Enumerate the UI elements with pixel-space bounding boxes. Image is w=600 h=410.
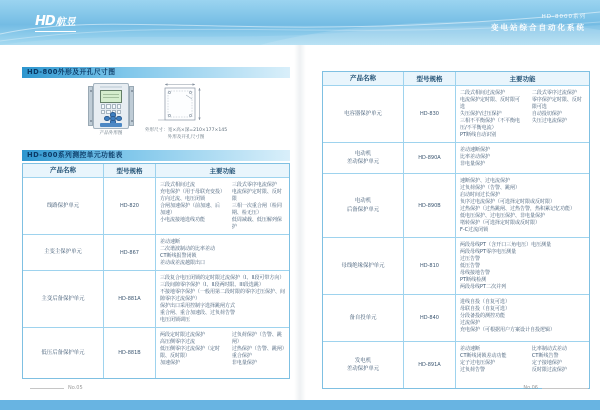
right-function-table (322, 71, 590, 389)
table-row (323, 85, 589, 142)
footer-rule (542, 388, 588, 389)
mounting-hole (90, 90, 92, 92)
function-item: 二次谐波制动的比率差动 (160, 246, 216, 252)
function-item: 差动速断 (460, 346, 481, 352)
function-item: PT断线检测 (460, 277, 487, 283)
functions-cell (455, 86, 589, 142)
product-name-line: 电动机 (354, 150, 372, 157)
product-name-cell (323, 295, 403, 341)
function-item: 二段式相间过流保护 (460, 90, 506, 96)
model-cell: HD-867 (103, 235, 155, 270)
function-item: 电流保护定时限、反时限 (231, 189, 282, 202)
device-arrow-keypad (94, 112, 128, 123)
left-page-number: No.05 (68, 385, 83, 391)
function-item: 非电量保护 (231, 360, 257, 366)
dimension-caption (138, 128, 234, 141)
function-item: 过流保护 (460, 320, 481, 326)
function-item: 过负荷保护（告警、跳闸） (460, 185, 521, 191)
function-item: 母线接地告警 (460, 270, 491, 276)
column-header: 主要功能 (455, 72, 589, 85)
page-gutter-shadow (294, 45, 306, 400)
functions-column (160, 275, 285, 324)
product-name-line: 差动保护单元 (346, 366, 380, 372)
product-name-line: 线路保护单元 (46, 202, 80, 209)
function-item: 三段式零序电流保护 (231, 182, 277, 188)
right-page-footer (523, 385, 588, 391)
functions-cell (155, 328, 289, 378)
model-cell: HD-890B (403, 174, 455, 237)
function-item: 低压告警 (460, 263, 481, 269)
functions-column (460, 178, 585, 234)
function-item: CT断线告警 (531, 353, 559, 359)
product-name-line: 备自投单元 (349, 314, 377, 321)
functions-column (532, 346, 585, 374)
product-name-cell (323, 143, 403, 173)
model-cell: HD-840 (403, 295, 455, 341)
functions-column (460, 147, 585, 168)
function-item: 两段定时限过流保护 (160, 332, 206, 338)
bottom-color-band (0, 400, 600, 410)
function-item: 零序保护定时限、反时限可选 (531, 97, 582, 110)
functions-column (460, 242, 585, 291)
functions-column (160, 182, 225, 224)
column-header: 产品名称 (50, 165, 76, 174)
dimension-caption-line1: 外形尺寸：宽×高×深=210×177×145 (144, 128, 228, 133)
function-item: 过负荷告警 (460, 367, 486, 373)
mounting-hole (90, 120, 92, 122)
product-name-cell (323, 342, 403, 388)
function-item: 充电保护（用于母联充变投） (160, 189, 226, 195)
function-item: 启动时间过长保护 (460, 192, 501, 198)
dimension-drawing (156, 81, 208, 127)
functions-column (460, 90, 525, 139)
function-item: 堵转保护（可选择定时限或反时限） (460, 220, 541, 226)
system-subtitle: 变电站综合自动化系统 (491, 23, 586, 32)
function-item: 失压过电流保护 (531, 118, 567, 124)
mounting-hole (131, 120, 133, 122)
product-name-cell (323, 174, 403, 237)
functions-cell (155, 178, 289, 234)
function-item: 定子过电压保护 (460, 360, 496, 366)
function-item: 差动速断保护 (460, 147, 491, 153)
function-item: 进线自投（自复可选） (460, 299, 511, 305)
function-item: 非电量保护 (460, 161, 486, 167)
device-nameplate (100, 86, 122, 88)
function-item: 速断保护、过电流保护 (460, 178, 511, 184)
functions-cell (455, 238, 589, 294)
functions-cell (455, 295, 589, 341)
product-name-line: 差动保护单元 (346, 159, 380, 165)
function-item: 失压保护/过压保护 (460, 111, 502, 117)
table-row (323, 294, 589, 341)
functions-column (460, 299, 585, 334)
model-cell: HD-891A (403, 342, 455, 388)
right-page-number: No.06 (523, 385, 538, 391)
functions-column (160, 239, 285, 267)
left-function-table (22, 163, 290, 379)
function-item: 重合保护 (231, 353, 252, 359)
product-name-line: 主变主保护单元 (44, 249, 82, 256)
function-item: 小电流接地选线功能 (160, 217, 206, 223)
section-title-dimensions: HD-800外形及开孔尺寸图 (22, 67, 290, 78)
function-item: CT断线闭锁差动功能 (460, 353, 507, 359)
function-item: CT断线报警闭锁 (160, 253, 197, 259)
table-row (323, 341, 589, 388)
function-item: 低电压保护、过电压保护、非电量保护 (460, 213, 546, 219)
device-front-panel (93, 83, 129, 129)
model-cell: HD-820 (103, 178, 155, 234)
table-header-row (23, 164, 289, 177)
mounting-hole (131, 90, 133, 92)
function-item: F-C过流闭锁 (460, 227, 489, 233)
product-name-cell (23, 328, 103, 378)
function-item: 分段备投的测控功能 (460, 313, 506, 319)
function-item: 电流保护定时限、反时限可选 (460, 97, 521, 110)
functions-column (532, 90, 585, 125)
function-item: 加速保护 (160, 360, 181, 366)
column-header: 主要功能 (155, 164, 289, 177)
column-header: 型号规格 (103, 164, 155, 177)
mounting-ear-right (129, 86, 134, 126)
column-header: 产品名称 (350, 73, 376, 82)
function-item: 自动投切保护 (531, 111, 562, 117)
model-cell: HD-830 (403, 86, 455, 142)
banner-right-text (491, 12, 586, 33)
table-header-row (323, 72, 589, 85)
function-item: 过负荷保护（告警、跳闸） (231, 332, 282, 345)
function-item: 三相一次重合闸（检同期、检无压） (231, 203, 282, 216)
dimension-caption-line2: 外形及开孔尺寸图 (167, 134, 205, 140)
function-item: 电压闭锁调压 (160, 317, 191, 323)
function-item: 三段复合电压闭锁的定时限过流保护（I、II段可带方向） (160, 275, 285, 281)
function-item: 充电保护（可根据用户方案设计自投逻辑） (460, 327, 556, 333)
model-cell: HD-881B (103, 328, 155, 378)
function-item: 过热保护（告警、跳闸） (231, 346, 287, 352)
series-label: HD-8000系列 (541, 14, 586, 20)
functions-column (160, 332, 225, 367)
top-banner (0, 0, 600, 45)
functions-column (232, 182, 285, 231)
product-photo (88, 83, 134, 129)
function-item: 保护出口采用控制字选择跳闸方式 (160, 303, 236, 309)
function-item: 过压告警 (460, 256, 481, 262)
product-name-line: 电容器保护单元 (344, 110, 382, 117)
table-row (23, 234, 289, 270)
function-item: 两段母线PT（含开口三角电压）电压测量 (460, 242, 552, 248)
footer-rule (30, 388, 64, 389)
functions-cell (455, 342, 589, 388)
brand-logo-latin: HD (35, 14, 55, 29)
brand-logo-chinese: 航昱 (55, 17, 76, 28)
function-item: 两段母线PT零序电压测量 (460, 249, 517, 255)
table-row (323, 173, 589, 237)
device-lcd-screen (100, 90, 122, 103)
function-item: 差动速断 (160, 239, 181, 245)
product-name-cell (23, 271, 103, 327)
function-item: 反时限过流保护 (531, 367, 567, 373)
device-bottom-strip (100, 123, 122, 127)
function-item: 母联自投（自复可选） (460, 306, 511, 312)
product-name-line: 电动机 (354, 198, 372, 205)
function-item: 差动或差流越限出口 (160, 260, 206, 266)
function-item: 三段式相间过流 (160, 182, 196, 188)
table-row (23, 177, 289, 234)
function-item: 两段母线PT二次并列 (460, 284, 507, 290)
product-name-cell (323, 238, 403, 294)
table-row (323, 237, 589, 294)
functions-cell (455, 143, 589, 173)
function-item: 三相不平衡保护（不平衡电压/不平衡电流） (460, 118, 521, 131)
section-title-function-table: HD-800系列测控单元功能表 (22, 150, 290, 161)
function-item: 低压侧零序过流保护（定时限、反时限） (160, 346, 221, 359)
function-item: 高压侧零序过流 (160, 339, 196, 345)
function-item: 定子接地保护 (531, 360, 562, 366)
product-name-line: 后备保护单元 (346, 206, 380, 213)
photo-caption: 产品外形图 (99, 131, 123, 136)
product-name-cell (23, 178, 103, 234)
function-item: PT断线自动识别 (460, 132, 497, 138)
model-cell: HD-810 (403, 238, 455, 294)
function-item: 比率差动保护 (460, 154, 491, 160)
product-name-cell (23, 235, 103, 270)
function-item: 不接地零序保护（一般用第二段时限的零序过压保护、间隙零序过流保护） (160, 289, 286, 302)
function-item: 三段间隙零序保护（I、II段两时限、III段选跳） (160, 282, 264, 288)
function-item: 比率制动式差动 (531, 346, 567, 352)
function-item: 负序过电流保护（可选择定时限或反时限） (460, 199, 556, 205)
function-item: 低周减载、低压解列保护 (231, 217, 282, 230)
column-header: 型号规格 (403, 72, 455, 85)
product-name-cell (323, 86, 403, 142)
functions-cell (155, 271, 289, 327)
function-item: 过热保护（过热跳闸、过热告警，热积累记忆功能） (460, 206, 576, 212)
table-row (23, 270, 289, 327)
functions-cell (155, 235, 289, 270)
table-row (23, 327, 289, 378)
function-item: 重合闸、重合加速段、过负荷告警 (160, 310, 236, 316)
left-page-footer (30, 385, 83, 391)
model-cell: HD-890A (403, 143, 455, 173)
brand-logo (35, 13, 76, 32)
product-name-line: 母线绝缘保护单元 (341, 262, 385, 269)
product-name-line: 主变后备保护单元 (41, 295, 85, 302)
product-name-line: 低压后备保护单元 (41, 349, 85, 356)
function-item: 二段式零序过流保护 (531, 90, 577, 96)
function-item: 合闸加速保护（前加速、后加速） (160, 203, 221, 216)
table-row (323, 142, 589, 173)
functions-cell (455, 174, 589, 237)
product-name-line: 发电机 (354, 357, 372, 364)
functions-column (460, 346, 525, 374)
model-cell: HD-881A (103, 271, 155, 327)
function-item: 方向过流、电压闭锁 (160, 196, 206, 202)
functions-column (232, 332, 285, 367)
